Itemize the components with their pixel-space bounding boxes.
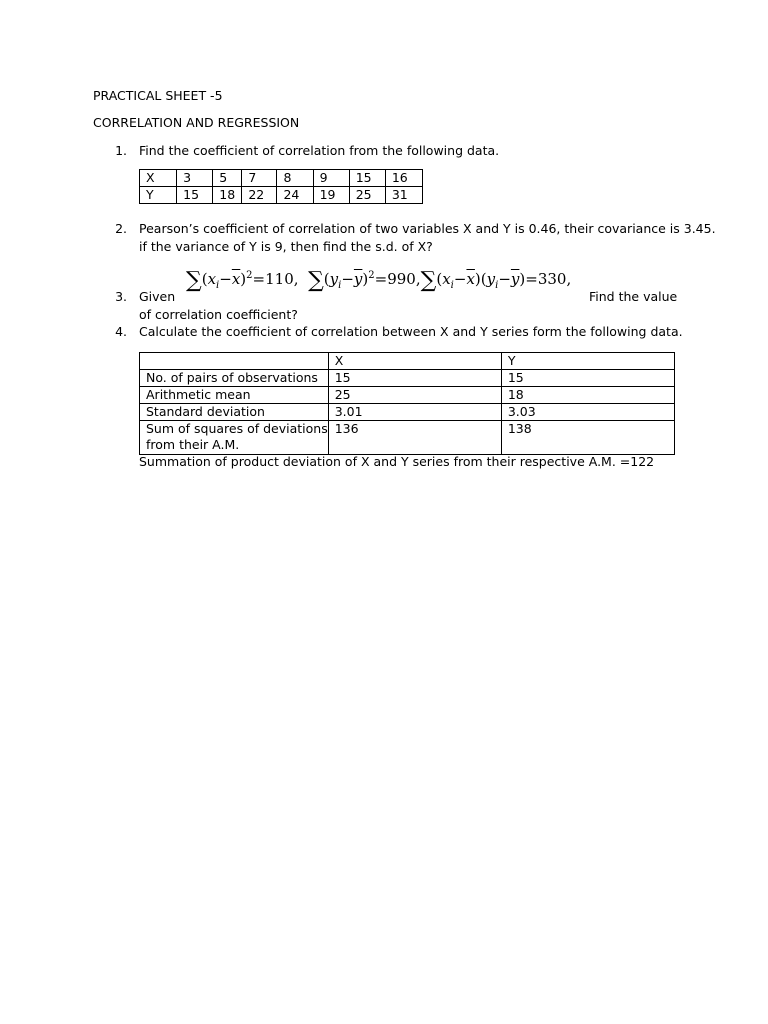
formula-sum1: 110 (265, 270, 294, 288)
table-cell: No. of pairs of observations (140, 370, 329, 387)
table-row (140, 370, 675, 387)
table-row (140, 170, 423, 187)
q2-number: 2. (115, 221, 127, 236)
table-row (140, 353, 675, 370)
table-cell: 18 (501, 387, 674, 404)
q4-footnote: Summation of product deviation of X and Y series from their respective A.M. =122 (139, 454, 655, 469)
q3-given: Given (139, 289, 176, 304)
table-row (140, 421, 675, 455)
table-header-cell (140, 353, 329, 370)
table-cell: 9 (313, 170, 349, 187)
table-cell: 25 (328, 387, 501, 404)
q4-text: Calculate the coefficient of correlation between X and Y series form the following data. (139, 324, 683, 339)
table-cell: 138 (501, 421, 674, 455)
table-row (140, 187, 423, 204)
q3-find-value: Find the value (589, 289, 678, 304)
table-cell (140, 421, 329, 455)
table-cell: 15 (328, 370, 501, 387)
table-row (140, 387, 675, 404)
formula-sum3: 330 (537, 270, 567, 288)
q2-line2: if the variance of Y is 9, then find the s.d. of X? (139, 239, 433, 254)
q3-formula: $\sum(x_i-\overline{x})^2=110$, $\sum(y_i-\overline{y})^2=990,\sum(x_i-\overline{x})(y_i-\overline{y})=330$, (186, 268, 572, 293)
table-cell: Arithmetic mean (140, 387, 329, 404)
table-cell: 25 (349, 187, 385, 204)
q1-data-table (139, 169, 423, 204)
table-cell: 19 (313, 187, 349, 204)
table-header-cell: X (328, 353, 501, 370)
table-cell: 5 (213, 170, 242, 187)
table-cell: 15 (177, 187, 213, 204)
table-row (140, 404, 675, 421)
table-cell: 24 (277, 187, 313, 204)
formula-sum2: 990 (387, 270, 416, 288)
table-cell-line: from their A.M. (146, 437, 240, 452)
table-cell: 8 (277, 170, 313, 187)
table-cell: 31 (385, 187, 422, 204)
q2-line1: Pearson’s coefficient of correlation of two variables X and Y is 0.46, their covariance is 3.45. (139, 221, 716, 236)
q4-stats-table (139, 352, 675, 455)
sheet-title: PRACTICAL SHEET -5 (93, 88, 223, 103)
table-cell: 15 (501, 370, 674, 387)
q1-number: 1. (115, 143, 127, 158)
table-cell: X (140, 170, 177, 187)
table-cell: 3.03 (501, 404, 674, 421)
table-cell: 136 (328, 421, 501, 455)
q4-number: 4. (115, 324, 127, 339)
table-cell: 16 (385, 170, 422, 187)
table-header-cell: Y (501, 353, 674, 370)
table-cell: 22 (242, 187, 277, 204)
section-title: CORRELATION AND REGRESSION (93, 115, 300, 130)
table-cell: 15 (349, 170, 385, 187)
table-cell-line: Sum of squares of deviations (146, 421, 328, 436)
q3-number: 3. (115, 289, 127, 304)
q1-text: Find the coefficient of correlation from the following data. (139, 143, 500, 158)
table-cell: 3.01 (328, 404, 501, 421)
q3-line2: of correlation coefficient? (139, 307, 298, 322)
table-cell: Standard deviation (140, 404, 329, 421)
table-cell: 18 (213, 187, 242, 204)
table-cell: Y (140, 187, 177, 204)
table-cell: 3 (177, 170, 213, 187)
table-cell: 7 (242, 170, 277, 187)
